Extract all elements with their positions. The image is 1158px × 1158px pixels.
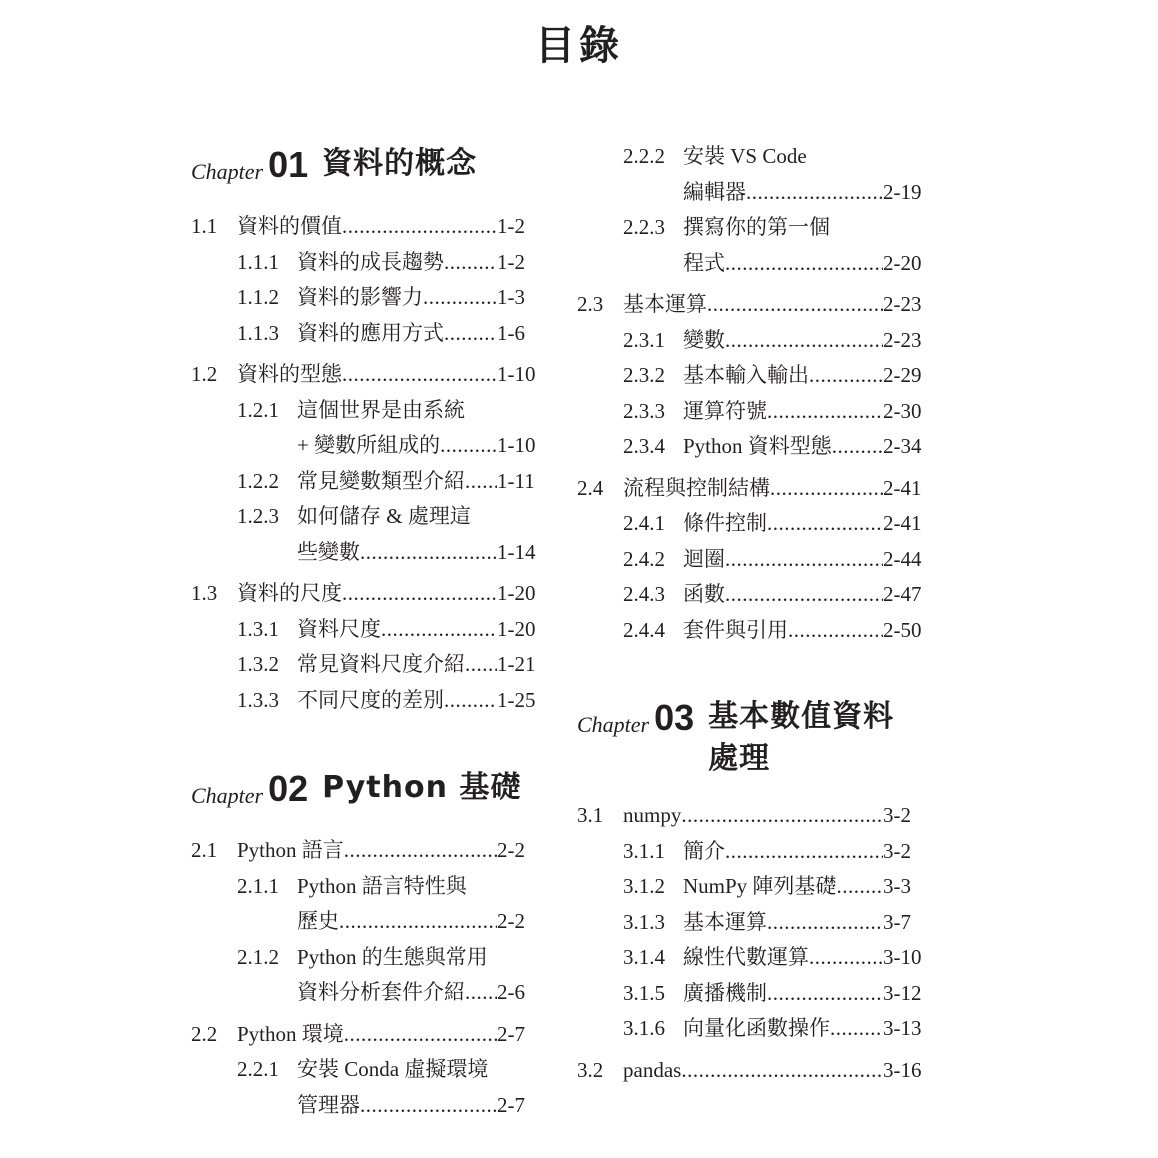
entry-title-line xyxy=(623,1053,883,1089)
entry-title: 資料的價值 xyxy=(237,214,342,238)
entry-title-line xyxy=(297,1088,497,1124)
chapter-number: 02 xyxy=(268,768,309,809)
dot-leader xyxy=(444,316,497,352)
toc-subsection[interactable] xyxy=(191,683,551,719)
section-number: 2.4 xyxy=(577,475,604,500)
chapter-title xyxy=(708,696,894,780)
section-number: 1.1.1 xyxy=(237,249,279,274)
dot-leader xyxy=(767,394,883,430)
dot-leader xyxy=(423,280,497,316)
section-number: 3.2 xyxy=(577,1057,604,1082)
entry-title: 管理器 xyxy=(297,1092,360,1117)
dot-leader xyxy=(767,506,883,542)
section-number: 2.2 xyxy=(191,1021,218,1046)
entry-title: Python 資料型態 xyxy=(683,434,832,458)
page-number[interactable]: 2-2 xyxy=(497,909,525,933)
dot-leader xyxy=(746,175,883,211)
toc-section[interactable] xyxy=(191,833,551,869)
section-number: 1.2.2 xyxy=(237,468,279,493)
section-number: 1.3.2 xyxy=(237,652,279,676)
toc-subsection[interactable] xyxy=(577,323,937,359)
toc-subsection[interactable] xyxy=(577,613,937,649)
section-number: 2.4.4 xyxy=(623,617,665,642)
page-number[interactable]: 1-10 xyxy=(497,362,536,386)
entry-title: 資料的影響力 xyxy=(297,285,423,309)
entry-title-line xyxy=(297,245,497,281)
dot-leader xyxy=(360,1088,497,1124)
toc-subsection[interactable] xyxy=(191,535,551,571)
toc-subsection[interactable] xyxy=(577,175,937,211)
entry-title-line xyxy=(297,647,497,683)
entry-title-line xyxy=(683,323,883,359)
page-number[interactable]: 2-47 xyxy=(883,582,922,606)
toc-column-right xyxy=(577,0,937,1088)
section-number: 2.1.1 xyxy=(237,873,279,898)
entry-title-line xyxy=(683,175,883,211)
toc-subsection[interactable] xyxy=(191,869,551,905)
entry-title-line xyxy=(623,471,883,507)
entry-title-line xyxy=(683,506,883,542)
entry-title: 迴圈 xyxy=(683,546,725,571)
dot-leader xyxy=(725,323,883,359)
dot-leader xyxy=(767,905,883,941)
toc-subsection[interactable] xyxy=(191,940,551,976)
dot-leader xyxy=(725,542,883,578)
toc-section[interactable] xyxy=(577,798,937,834)
page-number[interactable]: 2-20 xyxy=(883,250,922,275)
entry-title-line xyxy=(237,833,497,869)
entry-title-line xyxy=(683,869,883,905)
dot-leader xyxy=(465,464,497,500)
dot-leader xyxy=(707,287,883,323)
entry-title: Python 語言特性與 xyxy=(297,873,467,898)
page-number[interactable]: 1-10 xyxy=(497,433,536,457)
page-title: 目錄 xyxy=(535,23,623,69)
section-number: 2.4.3 xyxy=(623,582,665,606)
section-number: 3.1.4 xyxy=(623,945,665,969)
entry-title: Python 語言 xyxy=(237,838,344,862)
section-number: 1.3.1 xyxy=(237,616,279,641)
page-number[interactable]: 1-21 xyxy=(497,652,536,676)
chapter-title xyxy=(322,767,521,809)
page-number[interactable]: 2-19 xyxy=(883,179,922,204)
toc-subsection[interactable] xyxy=(191,1052,551,1088)
chapter-label: Chapter xyxy=(191,159,264,184)
dot-leader xyxy=(830,1011,883,1047)
toc-subsection[interactable] xyxy=(191,280,551,316)
chapter-label: Chapter xyxy=(191,783,264,808)
entry-title: 常見變數類型介紹 xyxy=(297,468,465,493)
entry-title-line xyxy=(297,1052,488,1088)
entry-title: 這個世界是由系統 xyxy=(297,397,465,422)
entry-title: 不同尺度的差別 xyxy=(297,687,444,712)
page-number[interactable]: 2-29 xyxy=(883,363,922,387)
entry-title: 線性代數運算 xyxy=(683,945,809,969)
dot-leader xyxy=(344,1017,497,1053)
chapter-title-line: Python 基礎 xyxy=(322,770,522,805)
toc-subsection[interactable] xyxy=(577,869,937,905)
chapter-heading[interactable] xyxy=(577,696,937,780)
entry-title-line xyxy=(297,975,497,1011)
entry-title: 常見資料尺度介紹 xyxy=(297,652,465,676)
page-number[interactable]: 2-44 xyxy=(883,546,922,571)
entry-title-line xyxy=(683,542,883,578)
toc-section[interactable] xyxy=(191,1017,551,1053)
section-number: 3.1.6 xyxy=(623,1016,665,1040)
entry-title: 流程與控制結構 xyxy=(623,475,770,500)
toc-section[interactable] xyxy=(191,576,551,612)
entry-title: 歷史 xyxy=(297,909,339,933)
dot-leader xyxy=(342,209,497,245)
entry-title-line xyxy=(297,428,497,464)
section-number: 3.1.3 xyxy=(623,909,665,934)
page-number[interactable]: 1-6 xyxy=(497,320,525,345)
entry-title: 如何儲存 & 處理這 xyxy=(297,504,471,528)
page-number[interactable]: 3-3 xyxy=(883,874,911,898)
page-number[interactable]: 2-50 xyxy=(883,617,922,642)
entry-title: 程式 xyxy=(683,250,725,275)
page-number[interactable]: 2-41 xyxy=(883,475,922,500)
entry-title-line xyxy=(237,209,497,245)
dot-leader xyxy=(444,245,497,281)
entry-title-line xyxy=(683,940,883,976)
section-number: 2.2.2 xyxy=(623,144,665,168)
section-number: 1.1.2 xyxy=(237,285,279,309)
chapter-title-line: 基本數值資料 xyxy=(708,699,895,734)
page-number[interactable]: 3-2 xyxy=(883,838,911,863)
toc-section[interactable] xyxy=(577,1053,937,1089)
dot-leader xyxy=(339,904,497,940)
entry-title: 資料的成長趨勢 xyxy=(297,249,444,274)
toc-subsection[interactable] xyxy=(577,139,937,175)
entry-title: 函數 xyxy=(683,582,725,606)
toc-subsection[interactable] xyxy=(191,245,551,281)
page-number[interactable]: 2-7 xyxy=(497,1092,525,1117)
dot-leader xyxy=(444,683,497,719)
entry-title-line xyxy=(297,535,497,571)
dot-leader xyxy=(788,613,883,649)
entry-title-line xyxy=(297,464,497,500)
toc-subsection[interactable] xyxy=(191,647,551,683)
dot-leader xyxy=(725,834,883,870)
page-number[interactable]: 1-2 xyxy=(497,249,525,274)
entry-title-line xyxy=(297,499,471,535)
page-number[interactable]: 2-6 xyxy=(497,980,525,1004)
section-number: 3.1 xyxy=(577,803,604,827)
entry-title: pandas xyxy=(623,1057,682,1082)
page-number[interactable]: 2-2 xyxy=(497,838,525,862)
dot-leader xyxy=(767,976,883,1012)
dot-leader xyxy=(809,358,883,394)
section-number: 2.3.2 xyxy=(623,363,665,387)
dot-leader xyxy=(681,1053,883,1089)
toc-section[interactable] xyxy=(191,357,551,393)
entry-title: 安裝 Conda 虛擬環境 xyxy=(297,1057,489,1081)
entry-title: 基本運算 xyxy=(683,909,767,934)
page-number[interactable]: 3-2 xyxy=(883,803,911,827)
section-number: 2.3.1 xyxy=(623,327,665,352)
toc-subsection[interactable] xyxy=(577,905,937,941)
toc-column-left xyxy=(191,0,551,1123)
entry-title-line xyxy=(683,246,883,282)
section-number: 1.3 xyxy=(191,581,218,605)
dot-leader xyxy=(344,833,497,869)
entry-title: 基本運算 xyxy=(623,292,707,316)
toc-subsection[interactable] xyxy=(577,940,937,976)
page-number[interactable]: 2-23 xyxy=(883,292,922,316)
chapter-title xyxy=(322,143,477,185)
entry-title-line xyxy=(683,394,883,430)
entry-title: 資料分析套件介紹 xyxy=(297,980,465,1004)
page-number[interactable]: 1-11 xyxy=(497,468,535,493)
page-number[interactable]: 2-41 xyxy=(883,511,922,535)
entry-title-line xyxy=(237,357,497,393)
section-number: 3.1.2 xyxy=(623,874,665,898)
toc-subsection[interactable] xyxy=(191,904,551,940)
dot-leader xyxy=(836,869,883,905)
section-number: 2.1.2 xyxy=(237,944,279,969)
chapter-heading[interactable] xyxy=(191,143,551,187)
entry-title: 資料的型態 xyxy=(237,362,342,386)
page-number[interactable]: 3-12 xyxy=(883,980,922,1005)
dot-leader xyxy=(342,357,497,393)
toc-subsection[interactable] xyxy=(577,506,937,542)
entry-title: Python 的生態與常用 xyxy=(297,944,488,969)
entry-title: 安裝 VS Code xyxy=(683,144,807,168)
section-number: 1.2.1 xyxy=(237,397,279,422)
toc-subsection[interactable] xyxy=(577,246,937,282)
page-number[interactable]: 3-16 xyxy=(883,1057,922,1082)
entry-title: 資料的尺度 xyxy=(237,581,342,605)
page-number[interactable]: 1-2 xyxy=(497,214,525,238)
entry-title-line xyxy=(683,429,883,465)
entry-title: NumPy 陣列基礎 xyxy=(683,874,837,898)
entry-title-line xyxy=(683,358,883,394)
dot-leader xyxy=(360,535,497,571)
section-number: 1.1.3 xyxy=(237,320,279,345)
toc-subsection[interactable] xyxy=(577,394,937,430)
entry-title: 資料的應用方式 xyxy=(297,320,444,345)
entry-title: 廣播機制 xyxy=(683,980,767,1005)
toc-subsection[interactable] xyxy=(191,393,551,429)
page-number[interactable]: 3-13 xyxy=(883,1016,922,1040)
chapter-title-line: 處理 xyxy=(708,741,771,776)
section-number: 2.4.1 xyxy=(623,511,665,535)
entry-title-line xyxy=(237,576,497,612)
toc-subsection[interactable] xyxy=(577,210,937,246)
page-number[interactable]: 3-7 xyxy=(883,909,911,934)
page-number[interactable]: 1-14 xyxy=(497,539,536,564)
page-number[interactable]: 1-20 xyxy=(497,616,536,641)
entry-title: Python 環境 xyxy=(237,1021,344,1046)
toc-subsection[interactable] xyxy=(577,834,937,870)
entry-title: 資料尺度 xyxy=(297,616,381,641)
toc-section[interactable] xyxy=(577,471,937,507)
section-number: 2.2.1 xyxy=(237,1057,279,1081)
page-number[interactable]: 2-30 xyxy=(883,398,922,423)
toc-subsection[interactable] xyxy=(577,429,937,465)
entry-title-line xyxy=(683,577,883,613)
entry-title: 簡介 xyxy=(683,838,725,863)
page-number[interactable]: 2-23 xyxy=(883,327,922,352)
entry-title-line xyxy=(683,834,883,870)
entry-title-line xyxy=(297,280,497,316)
dot-leader xyxy=(725,246,883,282)
entry-title: 套件與引用 xyxy=(683,617,788,642)
toc-subsection[interactable] xyxy=(191,1088,551,1124)
page-number[interactable]: 1-20 xyxy=(497,581,536,605)
page-number[interactable]: 2-34 xyxy=(883,434,922,458)
dot-leader xyxy=(832,429,883,465)
page-number[interactable]: 1-3 xyxy=(497,285,525,309)
toc-subsection[interactable] xyxy=(191,612,551,648)
toc-section[interactable] xyxy=(577,287,937,323)
section-number: 1.3.3 xyxy=(237,687,279,712)
entry-title-line xyxy=(297,904,497,940)
page-number[interactable]: 3-10 xyxy=(883,945,922,969)
section-number: 2.1 xyxy=(191,838,218,862)
entry-title: 變數 xyxy=(683,327,725,352)
chapter-number: 01 xyxy=(268,144,309,185)
entry-title: 條件控制 xyxy=(683,511,767,535)
entry-title: numpy xyxy=(623,803,682,827)
entry-title-line xyxy=(623,798,883,834)
toc-subsection[interactable] xyxy=(191,316,551,352)
section-number: 3.1.5 xyxy=(623,980,665,1005)
entry-title: 運算符號 xyxy=(683,398,767,423)
entry-title-line xyxy=(297,869,467,905)
entry-title-line xyxy=(683,976,883,1012)
entry-title-line xyxy=(623,287,883,323)
entry-title: + 變數所組成的 xyxy=(297,433,441,457)
entry-title-line xyxy=(297,940,488,976)
toc-subsection[interactable] xyxy=(191,499,551,535)
dot-leader xyxy=(770,471,883,507)
dot-leader xyxy=(342,576,497,612)
toc-subsection[interactable] xyxy=(577,577,937,613)
entry-title: 撰寫你的第一個 xyxy=(683,215,830,239)
toc-subsection[interactable] xyxy=(577,358,937,394)
entry-title-line xyxy=(683,613,883,649)
toc-subsection[interactable] xyxy=(191,975,551,1011)
entry-title: 些變數 xyxy=(297,539,360,564)
entry-title-line xyxy=(683,905,883,941)
toc-subsection[interactable] xyxy=(577,976,937,1012)
entry-title: 編輯器 xyxy=(683,179,746,204)
dot-leader xyxy=(440,428,497,464)
toc-subsection[interactable] xyxy=(191,464,551,500)
chapter-number: 03 xyxy=(654,697,695,738)
entry-title-line xyxy=(683,139,807,175)
entry-title-line xyxy=(297,683,497,719)
page-number[interactable]: 1-25 xyxy=(497,687,536,712)
dot-leader xyxy=(809,940,883,976)
section-number: 2.3.4 xyxy=(623,434,665,458)
dot-leader xyxy=(381,612,497,648)
entry-title-line xyxy=(683,1011,883,1047)
chapter-heading[interactable] xyxy=(191,767,551,811)
entry-title-line xyxy=(297,316,497,352)
dot-leader xyxy=(465,647,497,683)
dot-leader xyxy=(681,798,883,834)
entry-title-line xyxy=(297,612,497,648)
section-number: 2.2.3 xyxy=(623,215,665,239)
entry-title: 向量化函數操作 xyxy=(683,1016,830,1040)
section-number: 2.3.3 xyxy=(623,398,665,423)
chapter-title-line: 資料的概念 xyxy=(322,146,478,181)
section-number: 1.2.3 xyxy=(237,504,279,528)
section-number: 1.2 xyxy=(191,362,218,386)
section-number: 3.1.1 xyxy=(623,838,665,863)
section-number: 2.3 xyxy=(577,292,604,316)
chapter-label: Chapter xyxy=(577,712,650,737)
entry-title-line xyxy=(683,210,830,246)
entry-title-line xyxy=(237,1017,497,1053)
toc-subsection[interactable] xyxy=(577,542,937,578)
toc-subsection[interactable] xyxy=(577,1011,937,1047)
page-number[interactable]: 2-7 xyxy=(497,1021,525,1046)
toc-subsection[interactable] xyxy=(191,428,551,464)
toc-section[interactable] xyxy=(191,209,551,245)
entry-title-line xyxy=(297,393,465,429)
dot-leader xyxy=(465,975,497,1011)
section-number: 2.4.2 xyxy=(623,546,665,571)
dot-leader xyxy=(725,577,883,613)
entry-title: 基本輸入輸出 xyxy=(683,363,809,387)
section-number: 1.1 xyxy=(191,214,218,238)
